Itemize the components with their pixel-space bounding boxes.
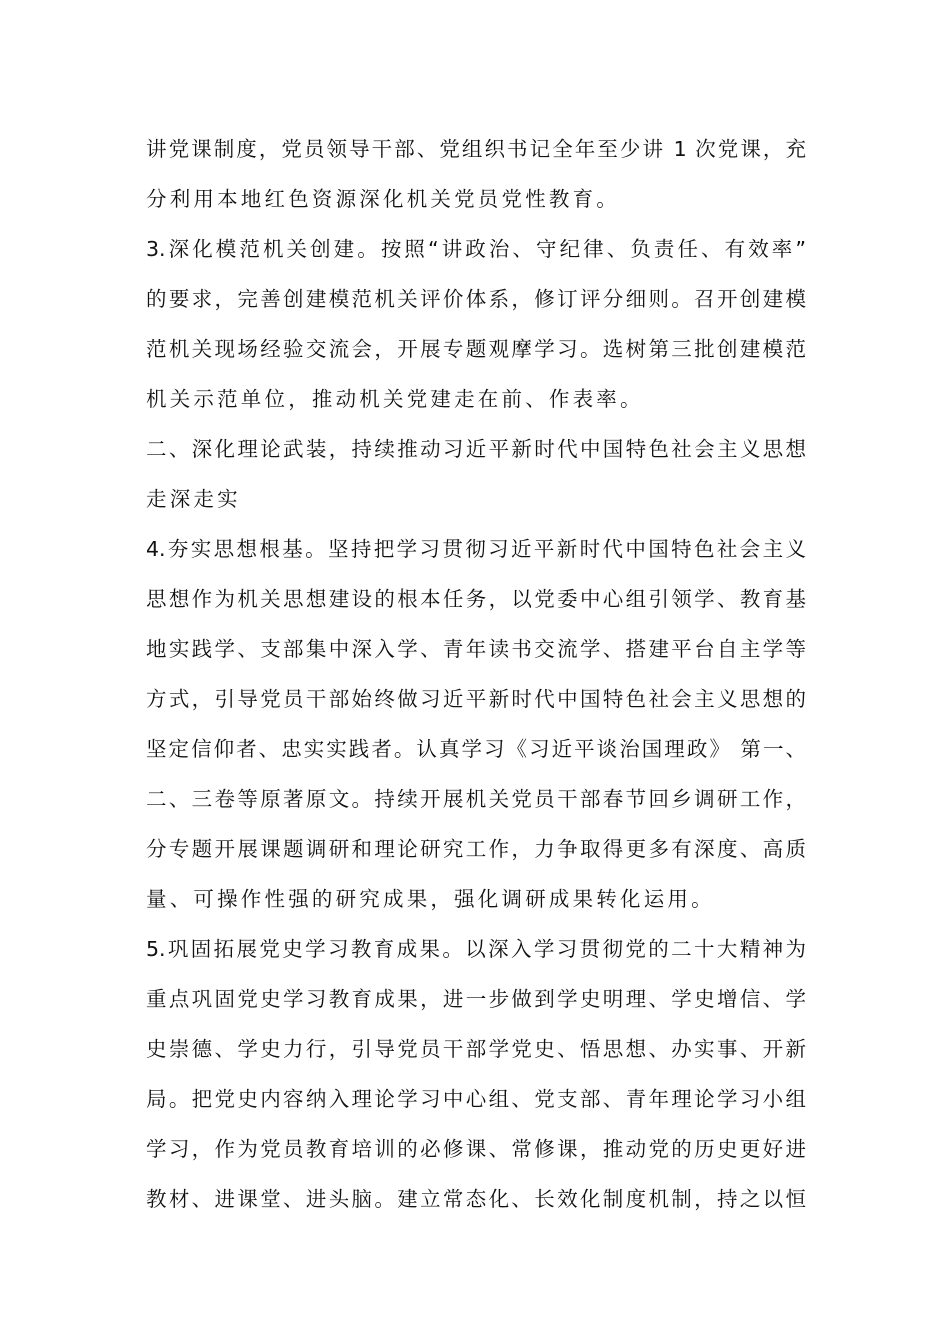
text-line: 方式，引导党员干部始终做习近平新时代中国特色社会主义思想的 — [146, 687, 806, 711]
text-line: 坚定信仰者、忠实实践者。认真学习《习近平谈治国理政》 第一、 — [146, 737, 806, 761]
text-line: 局。把党史内容纳入理论学习中心组、党支部、青年理论学习小组 — [146, 1087, 806, 1111]
text-line: 分利用本地红色资源深化机关党员党性教育。 — [146, 187, 620, 211]
text-line: 讲党课制度，党员领导干部、党组织书记全年至少讲 1 次党课，充 — [146, 137, 806, 161]
text-line: 范机关现场经验交流会，开展专题观摩学习。选树第三批创建模范 — [146, 337, 806, 361]
text-line: 分专题开展课题调研和理论研究工作，力争取得更多有深度、高质 — [146, 837, 806, 861]
text-line: 4.夯实思想根基。坚持把学习贯彻习近平新时代中国特色社会主义 — [146, 537, 806, 561]
text-line: 学习，作为党员教育培训的必修课、常修课，推动党的历史更好进 — [146, 1137, 806, 1161]
text-line: 二、三卷等原著原文。持续开展机关党员干部春节回乡调研工作， — [146, 787, 806, 811]
section-heading-line: 走深走实 — [146, 487, 241, 511]
text-line: 的要求，完善创建模范机关评价体系，修订评分细则。召开创建模 — [146, 287, 806, 311]
text-line: 重点巩固党史学习教育成果，进一步做到学史明理、学史增信、学 — [146, 987, 806, 1011]
text-line: 思想作为机关思想建设的根本任务，以党委中心组引领学、教育基 — [146, 587, 806, 611]
text-line: 量、可操作性强的研究成果，强化调研成果转化运用。 — [146, 887, 715, 911]
text-line: 史崇德、学史力行，引导党员干部学党史、悟思想、办实事、开新 — [146, 1037, 806, 1061]
text-line: 机关示范单位，推动机关党建走在前、作表率。 — [146, 387, 644, 411]
text-line: 地实践学、支部集中深入学、青年读书交流学、搭建平台自主学等 — [146, 637, 806, 661]
text-line: 3.深化模范机关创建。按照“讲政治、守纪律、负责任、有效率” — [146, 237, 806, 261]
text-line: 教材、进课堂、进头脑。建立常态化、长效化制度机制，持之以恒 — [146, 1187, 806, 1211]
section-heading-line: 二、深化理论武装，持续推动习近平新时代中国特色社会主义思想 — [146, 437, 806, 461]
text-line: 5.巩固拓展党史学习教育成果。以深入学习贯彻党的二十大精神为 — [146, 937, 806, 961]
